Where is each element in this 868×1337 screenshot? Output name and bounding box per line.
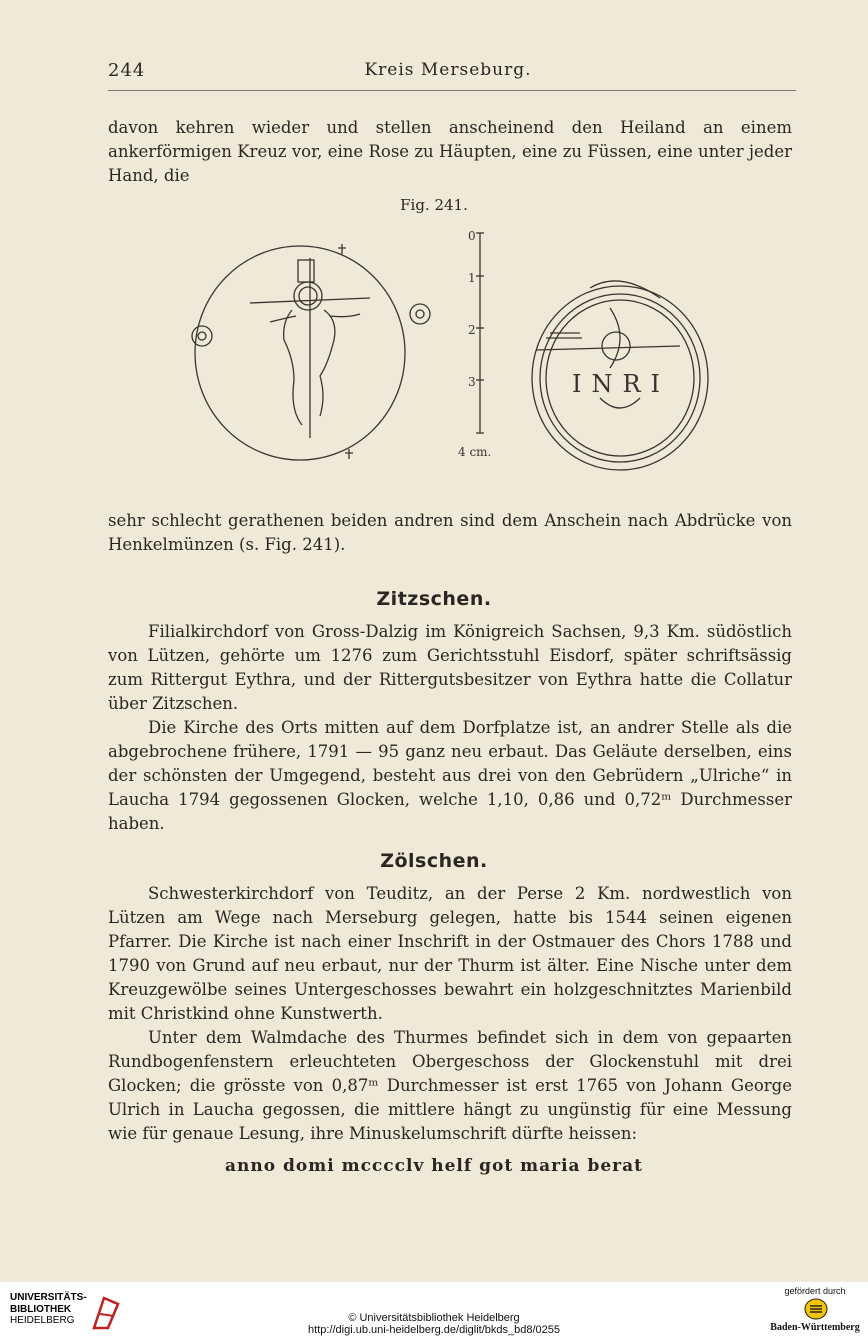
running-title: Kreis Merseburg.: [364, 60, 532, 80]
library-name-line1: UNIVERSITÄTS-: [10, 1292, 87, 1303]
scale-label-3: 3: [468, 375, 476, 389]
paragraph-top: [108, 116, 792, 188]
left-medal-loop-left: [192, 326, 212, 346]
bell-inscription: anno domi mcccclv helf got maria berat: [225, 1156, 643, 1176]
sponsor-label: gefördert durch: [784, 1286, 846, 1296]
scale-label-1: 1: [468, 271, 476, 285]
copyright-block: [0, 1312, 868, 1336]
paragraph-text: Die Kirche des Orts mitten auf dem Dorfplatze ist, an andrer Stelle als die abgebrochene frühere, 1791 — 95 ganz neu erbaut. Das Geläute derselben, eins der schönsten der Umgegend, besteht aus drei von den Gebrüdern „Ulriche“ in Laucha 1794 gegossenen Glocken, welche 1,10, 0,86 und 0,72ᵐ Durchmesser haben.: [108, 718, 792, 833]
sponsor-name: Baden-Württemberg: [770, 1322, 860, 1333]
library-name-line2: BIBLIOTHEK: [10, 1303, 72, 1315]
section-body-zitzschen: [108, 620, 792, 836]
section-title-zitzschen: Zitzschen.: [376, 588, 492, 610]
left-medal-loop-right: [410, 304, 430, 324]
page-number: 244: [108, 60, 146, 81]
library-name-line3: HEIDELBERG: [10, 1315, 75, 1326]
page-header: [108, 58, 788, 84]
header-rule: [108, 90, 796, 91]
paragraph-text: Unter dem Walmdache des Thurmes befindet sich in dem von gepaarten Rundbogenfenstern erleuchteten Obergeschoss der Glockenstuhl mit drei Glocken; die grösste von 0,87ᵐ Durchmesser ist erst 1765 von Johann George Ulrich in Laucha gegossen, die mittlere hängt zu ungünstig für eine Messung wie für genaue Lesung, ihre Minuskelumschrift dürfte heissen:: [108, 1028, 792, 1143]
scale-label-0: 0: [468, 229, 476, 243]
state-seal-icon: [804, 1298, 828, 1320]
figure-caption: Fig. 241.: [400, 196, 468, 214]
paragraph-text: sehr schlecht gerathenen beiden andren sind dem Anschein nach Abdrücke von Henkelmünzen (s. Fig. 241).: [108, 511, 792, 554]
sponsor-block[interactable]: [770, 1286, 860, 1333]
copyright-text: © Universitätsbibliothek Heidelberg: [348, 1312, 520, 1324]
figure-241: [180, 218, 720, 474]
paragraph-text: davon kehren wieder und stellen anscheinend den Heiland an einem ankerförmigen Kreuz vor, eine Rose zu Häupten, eine zu Füssen, eine unter jeder Hand, die: [108, 118, 792, 185]
source-url[interactable]: http://digi.ub.uni-heidelberg.de/diglit/bkds_bd8/0255: [308, 1324, 560, 1336]
scale-label-2: 2: [468, 323, 476, 337]
paragraph-after-figure: [108, 509, 792, 557]
paragraph-text: Filialkirchdorf von Gross-Dalzig im Königreich Sachsen, 9,3 Km. südöstlich von Lützen, gehörte um 1276 zum Gerichtsstuhl Eisdorf, später schriftsässig zum Rittergut Eythra, und der Rittergutsbesitzer von Eythra hatte die Collatur über Zitzschen.: [108, 622, 792, 713]
footer-bar: [0, 1282, 868, 1337]
left-medal-outline: [195, 246, 405, 460]
right-medal-inscription: INRI: [572, 370, 671, 398]
section-title-zoelschen: Zölschen.: [380, 850, 488, 872]
section-body-zoelschen: [108, 882, 792, 1146]
scale-label-4: 4 cm.: [458, 445, 492, 459]
paragraph-text: Schwesterkirchdorf von Teuditz, an der Perse 2 Km. nordwestlich von Lützen am Wege nach Merseburg gelegen, hatte bis 1544 seinen eigenen Pfarrer. Die Kirche ist nach einer Inschrift in der Ostmauer des Chors 1788 und 1790 von Grund auf neu erbaut, nur der Thurm ist älter. Eine Nische unter dem Kreuzgewölbe seines Untergeschosses bewahrt ein holzgeschnitztes Marienbild mit Christkind ohne Kunstwerth.: [108, 884, 792, 1023]
